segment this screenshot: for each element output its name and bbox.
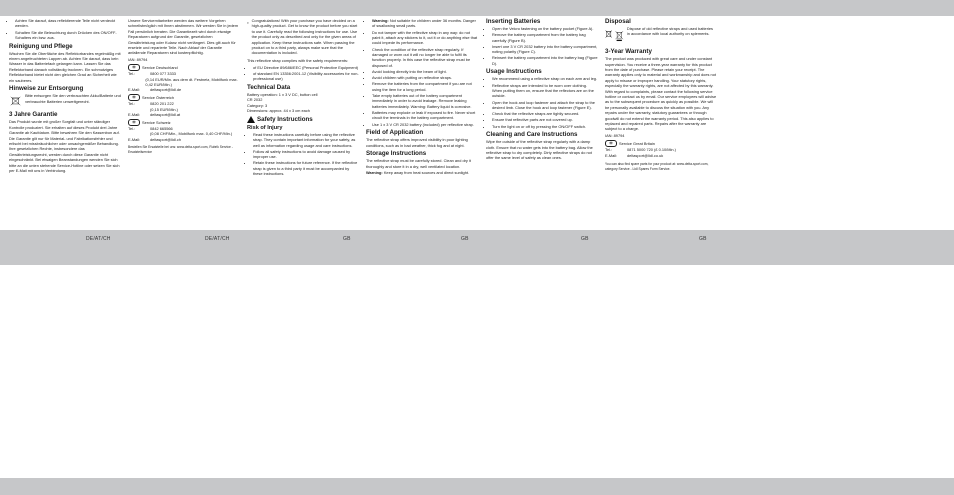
service-block: ☏ Service Great Britain Tel.: 0871 5000 720 (£ 0.10/Min.) E-Mail: deltasport@lidl.co.uk — [605, 140, 676, 158]
service-block: ☏ Service Österreich Tel.: 0820 201 222 (0,15 EUR/Min.) E-Mail: deltasport@lidl.at — [128, 95, 181, 118]
heading-technical-data: Technical Data — [247, 83, 291, 91]
column-de-1 — [9, 18, 121, 175]
list-item: • Read these instructions carefully before using the reflective strap. They contain important information for your safety, as well as information regarding usage and care instructions. — [253, 132, 359, 148]
disposal-text: Bitte entsorgen Sie den verbrauchten Akku/Batterie und verbrauchte Batterien umweltgerecht. — [25, 93, 121, 104]
heading-warranty: 3-Year Warranty — [605, 48, 652, 56]
heading-care: Reinigung und Pflege — [9, 42, 73, 50]
service-phone-icon: ☏ — [128, 64, 140, 71]
cleaning-text: Wipe the outside of the reflective strap regularly with a damp cloth. Ensure that no water gets into the battery bag. Allow the reflective strap to dry completely. Dirty reflective straps do not offer the same level of safety as clean ones. — [486, 139, 593, 161]
list-item: • Avoid children with putting on reflective straps. — [372, 75, 478, 80]
list-item: • We recommend using a reflective strap on each arm and leg. — [492, 76, 598, 81]
service-block: ☏ Service Deutschland Tel.: 0800 077 3333 (0,14 EUR/Min. aus dem dt. Festnetz, Mobilfunk max. 0,42 EUR/Min.) E-Mail: deltasport@lidl.de — [128, 64, 238, 93]
column-gb-2 — [366, 18, 478, 177]
list-item: • Remove the batteries from the compartment if you are not using the item for a long period. — [372, 81, 478, 92]
list-item: • Check that the reflective straps are tightly secured. — [492, 111, 598, 116]
list-item: • Warning: Not suitable for children under 36 months. Danger of swallowing small parts. — [372, 18, 478, 29]
heading-warranty: 3 Jahre Garantie — [9, 111, 58, 119]
column-gb-1 — [247, 18, 359, 178]
storage-text: The reflective strap must be carefully stored. Clean and dry it thoroughly and store it in a dry, well ventilated location. — [366, 158, 471, 169]
footer-label: GB — [461, 236, 469, 242]
tech-line: Dimensions: approx. 44 x 3 cm each — [247, 108, 310, 114]
spare-parts-note: You can also find spare parts for your product at: www.delta-sport.com, category Service - Lidl Spares Form Service. — [605, 161, 709, 171]
disposal-text: Dispose of old reflective straps and used batteries in accordance with local authority on splements. — [626, 26, 713, 37]
list-item: • Open the Velcro fastening on the battery pocket (Figure A). — [492, 26, 598, 31]
list-item: • Ensure that reflective parts are not covered up. — [492, 117, 598, 122]
heading-field-of-application: Field of Application — [366, 129, 424, 137]
heading-safety: Safety Instructions — [247, 116, 359, 123]
crossed-battery-bin-icon — [615, 26, 623, 46]
list-item: • of EU Directive 89/686/EEC (Personal Protective Equipment) — [253, 65, 359, 70]
column-gb-3 — [486, 18, 598, 162]
email-link[interactable]: deltasport@lidl.at — [150, 112, 181, 118]
list-item: • Follow all safety instructions to avoid damage caused by improper use. — [253, 149, 359, 160]
column-gb-4 — [605, 18, 717, 173]
compliance-intro: This reflective strap complies with the safety requirements: — [247, 57, 348, 63]
service-phone-icon: ☏ — [128, 119, 140, 126]
spare-parts-note: Bestellen Sie Ersatzteile bei uns: www.delta-sport.com, Rubrik Service - Ersatzteilservice — [128, 145, 233, 154]
list-item: • of standard EN 13356:2001-12 (Visibility accessories for non-professional use) — [253, 71, 359, 82]
tech-line: Category: 3 — [247, 102, 268, 108]
intro-text: Congratulations! With your purchase you have decided on a high-quality product. Get to know the product before you start to use it. Carefully read the following instructions for use. Use the product only as described and only for the given areas of application. Keep these instructions safe. When passing the product on to a third party, always make sure that the documentation is included. — [251, 18, 358, 56]
email-link[interactable]: deltasport@lidl.co.uk — [627, 152, 664, 158]
care-text: Wischen Sie die Oberfläche des Reflektorbandes regelmäßig mit einem angefeuchteten Lappen ab. Achten Sie darauf, dass kein Wasser in das Batteriefach gelangen kann. Lassen Sie das Reflektorband danach vollständig trocknen. Ein schmutziges Reflektorband bietet nicht den gleichen Grad an Sicherheit wie ein sauberes. — [9, 50, 121, 83]
storage-warning: Warning: Keep away from heat sources and direct sunlight. — [366, 170, 470, 176]
list-item: • Remove the battery compartment from the battery bag carefully (Figure B). — [492, 32, 598, 43]
list-item: • Turn the light on or off by pressing the ON/OFF switch. — [492, 124, 598, 129]
list-item: • Reinsert the battery compartment into the battery bag (Figure D). — [492, 55, 598, 66]
footer-label: GB — [699, 236, 707, 242]
heading-risk: Risk of Injury — [247, 124, 283, 131]
list-item: • Insert one 3 V CR 2032 battery into the battery compartment, noting polarity (Figure C). — [492, 44, 598, 55]
field-text: The reflective strap offers improved visibility in poor lighting conditions, such as in bad weather, thick fog and at night. — [366, 137, 468, 148]
list-item: • Reflective straps are intended to be worn over clothing. When putting them on, ensure that the reflectors are on the outside. — [492, 83, 598, 99]
tech-line: Battery operation: 1 x 3 V DC, button cell — [247, 91, 318, 97]
list-item: • Avoid looking directly into the beam of light. — [372, 69, 478, 74]
list-item: • Batteries may explode or leak if exposed to fire. Never short circuit the terminals in the battery compartment. — [372, 110, 478, 121]
crossed-bin-icon — [9, 93, 22, 109]
heading-inserting-batteries: Inserting Batteries — [486, 18, 541, 25]
column-de-2 — [128, 18, 240, 156]
list-item: • Schalten Sie die Beleuchtung durch Drücken des ON/OFF-Schalters ein bzw. aus. — [15, 30, 121, 41]
bottom-band — [0, 230, 954, 265]
top-band — [0, 0, 954, 16]
heading-disposal: Disposal — [605, 18, 631, 25]
list-item: • Do not tamper with the reflective strap in any way: do not paint it, attach any stickers to it, cut it or do anything else that could impede its performance. — [372, 30, 478, 46]
heading-storage: Storage Instructions — [366, 150, 427, 158]
ian-number: IAN: 89794 — [128, 57, 148, 63]
crossed-bin-icon — [605, 26, 612, 42]
list-item: • Check the condition of the reflective strap regularly. If damaged or worn out it will no longer be able to fulfil its function properly. In this case the reflective strap must be disposed of. — [372, 47, 478, 69]
page-bottom-band — [0, 478, 954, 495]
warning-triangle-icon — [247, 116, 255, 123]
footer-label: DE/AT/CH — [205, 236, 230, 242]
heading-cleaning: Cleaning and Care Instructions — [486, 131, 578, 139]
list-item: • Open the hook and loop fastener and attach the strap to the desired limb. Close the hook and loop fastener (Figure E). — [492, 100, 598, 111]
footer-label: DE/AT/CH — [86, 236, 111, 242]
list-item: • Achten Sie darauf, dass reflektierende Teile nicht verdeckt werden. — [15, 18, 121, 29]
heading-usage: Usage Instructions — [486, 68, 542, 76]
list-item: • Take empty batteries out of the battery compartment immediately in order to avoid leakage. Remove leaking batteries immediately. Warning: Battery liquid is corrosive. — [372, 93, 478, 109]
warranty-text: Das Produkt wurde mit großer Sorgfalt und unter ständiger Kontrolle produziert. Sie erhalten auf dieses Produkt drei Jahre Garantie ab Kaufdatum. Bitte bewahren Sie den Kassenbon auf. Die Garantie gilt nur für Material- und Fabrikationsfehler und erlischt bei missbräuchlicher oder unsachgemäßer Behandlung. Ihre gesetzlichen Rechte, insbesondere das Gewährleistungsrecht, werden durch diese Garantie nicht eingeschränkt. Bei etwaigen Beanstandungen wenden Sie sich bitte an die unten stehende Service-Hotline oder setzen Sie sich per E-Mail mit uns in Verbindung. — [9, 119, 120, 174]
warranty-text-continued: Unsere Servicemitarbeiter werden das weitere Vorgehen schnellstmöglich mit Ihnen abstimmen. Wir werden Sie in jedem Fall persönlich beraten. Die Garantiezeit wird durch etwaige Reparaturen aufgrund der Garantie, gesetzlichen Gewährleistung oder Kulanz nicht verlängert. Dies gilt auch für ersetzte und reparierte Teile. Nach Ablauf der Garantie anfallende Reparaturen sind kostenpflichtig. — [128, 18, 239, 56]
footer-label: GB — [343, 236, 351, 242]
book-info-icon — [247, 18, 249, 28]
email-link[interactable]: deltasport@lidl.de — [150, 87, 182, 93]
heading-disposal: Hinweise zur Entsorgung — [9, 85, 84, 93]
footer-label: GB — [581, 236, 589, 242]
list-item: • Retain these instructions for future reference. If the reflective strap is given to a third party it must be accompanied by these instructions. — [253, 160, 359, 176]
ian-number: IAN: 89794 — [605, 133, 625, 139]
tech-line: CR 2032 — [247, 97, 263, 103]
service-phone-icon: ☏ — [128, 94, 140, 101]
list-item: • Use 1 x 3 V CR 2032 battery (included) per reflective strap. — [372, 122, 478, 127]
service-phone-icon: ☏ — [605, 140, 617, 147]
email-link[interactable]: deltasport@lidl.ch — [150, 136, 181, 142]
service-block: ☏ Service Schweiz Tel.: 0842 665566 (0,08 CHF/Min., Mobilfunk max. 0,40 CHF/Min.) E-Mail: deltasport@lidl.ch — [128, 119, 233, 142]
warranty-text: The product was produced with great care and under constant supervision. You receive a three-year warranty for this product from the date of purchase. Please retain your receipt. The warranty applies only to material and workmanship and does not apply to misuse or improper handling. Your statutory rights, especially the warranty rights, are not affected by this warranty. With regard to complaints, please contact the following service hotline or contact us by email. Our service employees will advise as to the subsequent procedure as quickly as possible. We will be personally available to discuss the situation with you. Any repairs under the warranty, statutory guarantees or through goodwill do not extend the warranty period. This also applies to replaced and repaired parts. Repairs after the warranty are subject to a charge. — [605, 56, 717, 132]
